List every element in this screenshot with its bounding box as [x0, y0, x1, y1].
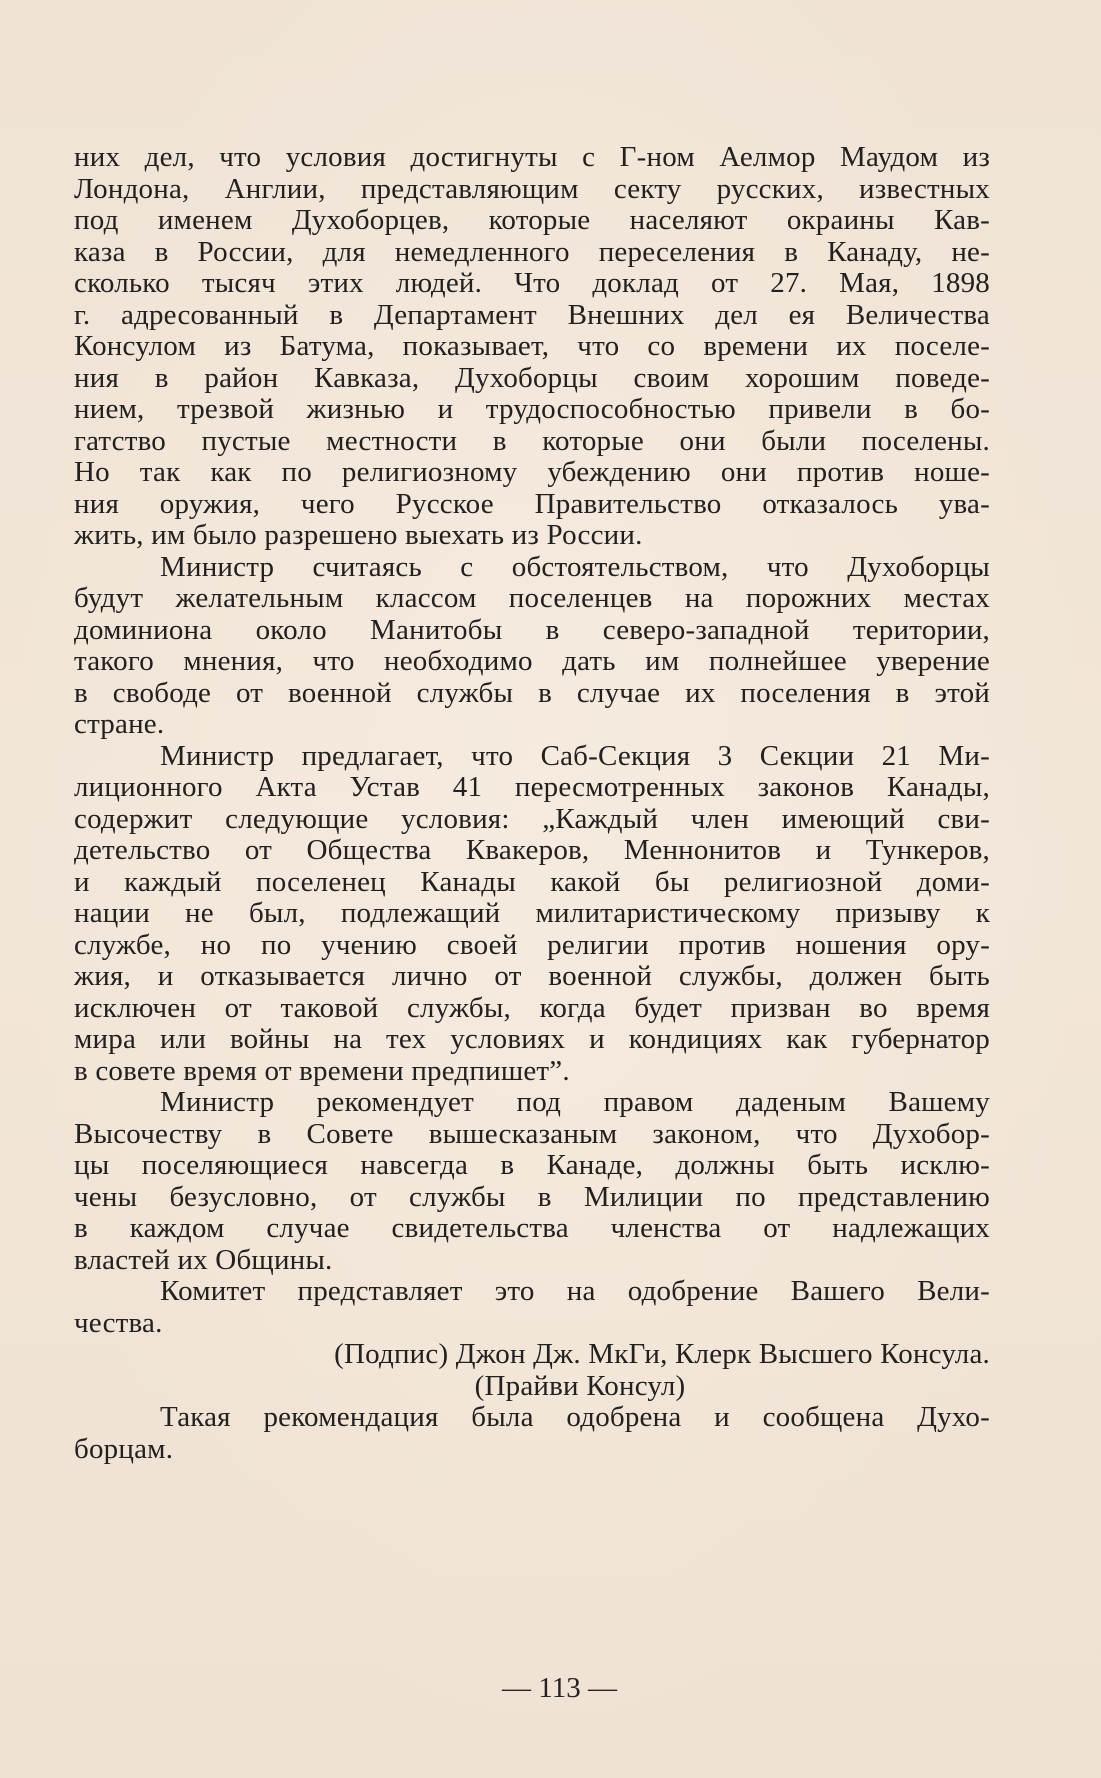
paragraph-end-line: в совете время от времени предпишет”.	[74, 1054, 570, 1087]
text-line: чены безусловно, от службы в Милиции по представлению	[74, 1180, 990, 1213]
text-line: Консулом из Батума, показывает, что со времени их поселе-	[74, 330, 990, 362]
text-line: под именем Духоборцев, которые населяют окраины Кав-	[74, 204, 990, 236]
paragraph-start-line: Комитет представляет это на одобрение Вашего Вели-	[160, 1275, 990, 1307]
text-line: каза в России, для немедленного переселения в Канаду, не-	[74, 235, 990, 268]
text-line: такого мнения, что необходимо дать им полнейшее уверение	[74, 645, 990, 677]
text-line: Но так как по религиозному убеждению они против ноше-	[74, 456, 990, 488]
paragraph-end-line: жить, им было разрешено выехать из России.	[74, 519, 643, 551]
text-line: г. адресованный в Департамент Внешних дел ея Величества	[74, 298, 990, 331]
text-line: доминиона около Манитобы в северо-западной територии,	[74, 613, 990, 646]
paragraph-end-line: борцам.	[74, 1432, 174, 1465]
page-text	[74, 142, 990, 1465]
text-line: нации не был, подлежащий милитаристическому призыву к	[74, 897, 990, 929]
text-line: Высочеству в Совете вышесказаным законом, что Духобор-	[74, 1117, 990, 1150]
text-line: исключен от таковой службы, когда будет призван во время	[74, 991, 990, 1024]
text-line: лиционного Акта Устав 41 пересмотренных законов Канады,	[74, 771, 990, 803]
text-line: и каждый поселенец Канады какой бы религиозной доми-	[74, 865, 990, 898]
text-line: Лондона, Англии, представляющим секту русских, известных	[74, 172, 990, 205]
text-line: жия, и отказывается лично от военной службы, должен быть	[74, 960, 990, 992]
paragraph-end-line: властей их Общины.	[74, 1243, 333, 1276]
text-line: ния оружия, чего Русское Правительство отказалось ува-	[74, 487, 990, 520]
signature-title: (Прайви Консул)	[474, 1369, 686, 1402]
text-line: цы поселяющиеся навсегда в Канаде, должны быть исклю-	[74, 1149, 990, 1181]
text-line: сколько тысяч этих людей. Что доклад от 27. Мая, 1898	[74, 267, 990, 299]
text-line: нием, трезвой жизнью и трудоспособностью привели в бо-	[74, 393, 990, 425]
text-line: ния в район Кавказа, Духоборцы своим хорошим поведе-	[74, 361, 990, 394]
signature-line: (Подпис) Джон Дж. МкГи, Клерк Высшего Консула.	[334, 1338, 990, 1370]
text-line: них дел, что условия достигнуты с Г-ном Аелмор Маудом из	[74, 141, 990, 173]
text-line: содержит следующие условия: „Каждый член имеющий сви-	[74, 802, 990, 835]
text-line: будут желательным классом поселенцев на порожних местах	[74, 582, 990, 614]
text-line: гатство пустые местности в которые они были поселены.	[74, 424, 990, 457]
text-line: службе, но по учению своей религии против ношения ору-	[74, 928, 990, 961]
text-line: детельство от Общества Квакеров, Меннонитов и Тункеров,	[74, 834, 990, 866]
paragraph-start-line: Министр предлагает, что Саб-Секция 3 Секции 21 Ми-	[160, 739, 990, 772]
text-line: в свободе от военной службы в случае их поселения в этой	[74, 676, 990, 709]
text-line: в каждом случае свидетельства членства от надлежащих	[74, 1212, 990, 1244]
paragraph-end-line: чества.	[74, 1306, 163, 1339]
paragraph-start-line: Министр считаясь с обстоятельством, что Духоборцы	[160, 550, 990, 583]
paragraph-end-line: стране.	[74, 708, 165, 740]
paragraph-start-line: Министр рекомендует под правом даденым Вашему	[160, 1086, 990, 1118]
paragraph-start-line: Такая рекомендация была одобрена и сообщена Духо-	[160, 1401, 990, 1433]
text-line: мира или войны на тех условиях и кондициях как губернатор	[74, 1023, 990, 1055]
page-number: — 113 —	[502, 1672, 617, 1704]
